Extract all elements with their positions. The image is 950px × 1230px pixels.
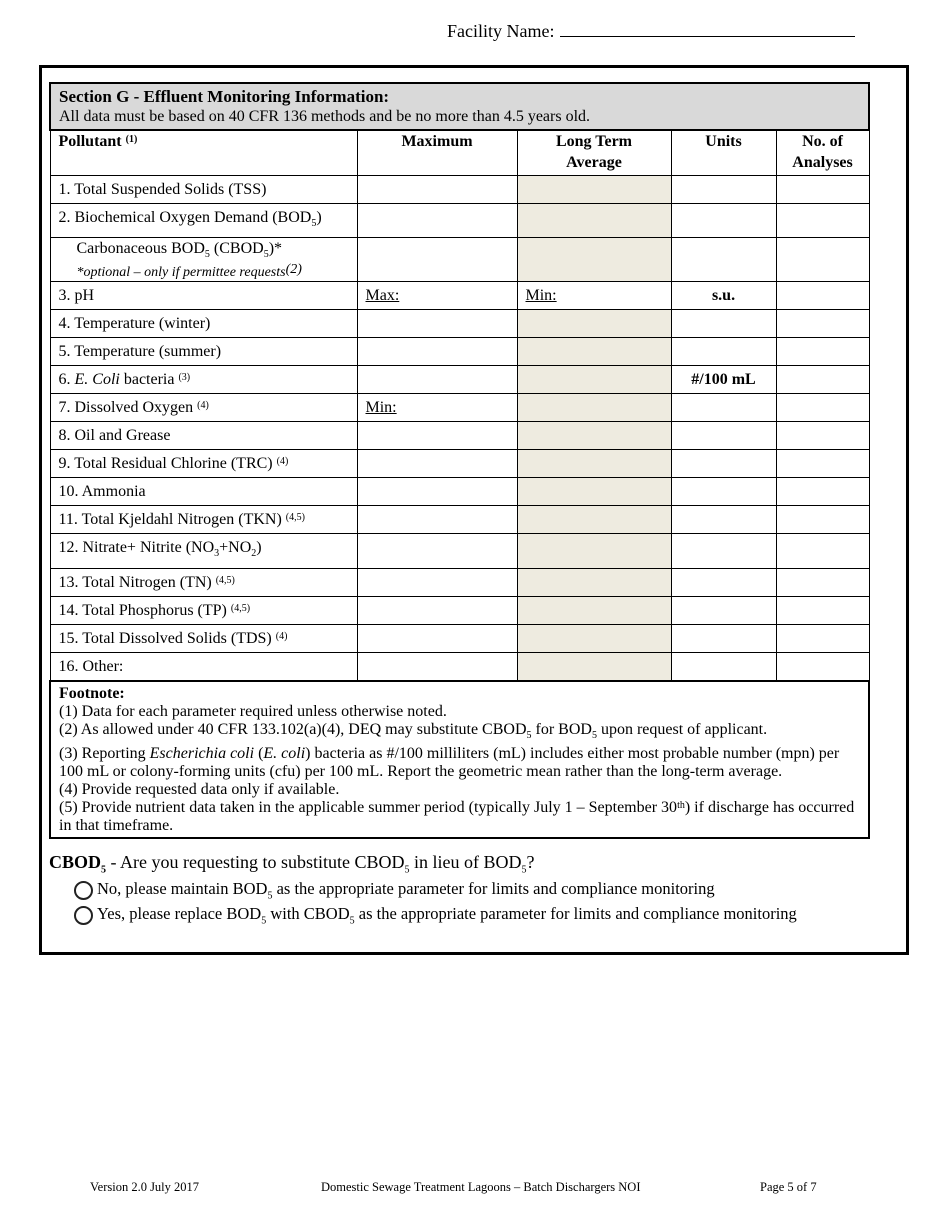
lta-cell[interactable] (517, 624, 671, 652)
table-row (50, 596, 869, 624)
footnote-1: (1) Data for each parameter required unless otherwise noted. (59, 702, 447, 720)
maximum-cell[interactable] (357, 568, 517, 596)
maximum-cell[interactable] (357, 422, 517, 450)
analyses-cell[interactable] (776, 238, 869, 282)
col-maximum: Maximum (357, 130, 517, 176)
units-cell[interactable] (671, 394, 776, 422)
column-header-row (50, 130, 869, 176)
analyses-cell[interactable] (776, 624, 869, 652)
table-row (50, 310, 869, 338)
cbod-question: $CBOD_5$ - Are you requesting to substitute $CBOD_5$ in lieu of $BOD_5$? (49, 852, 535, 876)
table-row (50, 422, 869, 450)
maximum-cell[interactable] (357, 478, 517, 506)
analyses-cell[interactable] (776, 310, 869, 338)
pollutant-label: 1. Total Suspended Solids (TSS) (50, 176, 357, 204)
option-yes-replace-with-cbod5[interactable] (74, 904, 797, 926)
col-no-of-analyses: No. of Analyses (776, 130, 869, 176)
maximum-cell[interactable] (357, 596, 517, 624)
table-row (50, 506, 869, 534)
units-cell: s.u. (671, 282, 776, 310)
units-cell[interactable] (671, 478, 776, 506)
table-row (50, 238, 869, 282)
col-units: Units (671, 130, 776, 176)
lta-cell[interactable] (517, 652, 671, 681)
pollutant-label: 3. pH (50, 282, 357, 310)
table-row (50, 568, 869, 596)
maximum-cell[interactable] (357, 366, 517, 394)
pollutant-label: 5. Temperature (summer) (50, 338, 357, 366)
section-title: Section G - Effluent Monitoring Information: (59, 87, 390, 106)
table-row (50, 394, 869, 422)
units-cell[interactable] (671, 176, 776, 204)
facility-name-input[interactable] (560, 20, 855, 37)
lta-cell[interactable] (517, 310, 671, 338)
analyses-cell[interactable] (776, 338, 869, 366)
analyses-cell[interactable] (776, 204, 869, 238)
table-row (50, 204, 869, 238)
analyses-cell[interactable] (776, 282, 869, 310)
units-cell[interactable] (671, 238, 776, 282)
footer-doc-title: Domestic Sewage Treatment Lagoons – Batch Dischargers NOI (321, 1180, 641, 1194)
pollutant-label: 2. Biochemical Oxygen Demand $(BOD_5)$ (50, 204, 357, 238)
analyses-cell[interactable] (776, 534, 869, 568)
pollutant-label: 8. Oil and Grease (50, 422, 357, 450)
section-subtitle: All data must be based on 40 CFR 136 methods and be no more than 4.5 years old. (59, 108, 591, 125)
table-row (50, 624, 869, 652)
maximum-cell[interactable] (357, 624, 517, 652)
maximum-cell[interactable] (357, 204, 517, 238)
units-cell[interactable] (671, 204, 776, 238)
table-row (50, 282, 869, 310)
pollutant-label: Carbonaceous $BOD_5$ $(CBOD_5)*$ *optional – only if permittee requests$^{(2)}$ (50, 238, 357, 282)
option-no-label: No, please maintain $BOD_5$ as the appropriate parameter for limits and compliance monitoring (97, 879, 715, 902)
lta-cell[interactable] (517, 338, 671, 366)
lta-cell[interactable] (517, 394, 671, 422)
pollutant-label: 9. Total Residual Chlorine (TRC) $^{(4)}$ (50, 450, 357, 478)
maximum-cell[interactable] (357, 176, 517, 204)
units-cell[interactable] (671, 568, 776, 596)
maximum-cell[interactable] (357, 238, 517, 282)
pollutant-label: 14. Total Phosphorus (TP) $^{(4,5)}$ (50, 596, 357, 624)
units-cell[interactable] (671, 450, 776, 478)
pollutant-label: 11. Total Kjeldahl Nitrogen (TKN) $^{(4,5)}$ (50, 506, 357, 534)
lta-cell[interactable] (517, 506, 671, 534)
table-row (50, 478, 869, 506)
units-cell[interactable] (671, 624, 776, 652)
effluent-monitoring-table (49, 82, 870, 839)
pollutant-label: 4. Temperature (winter) (50, 310, 357, 338)
facility-name-label: Facility Name: (447, 21, 555, 41)
analyses-cell[interactable] (776, 506, 869, 534)
lta-cell[interactable] (517, 204, 671, 238)
maximum-cell[interactable] (357, 506, 517, 534)
units-cell[interactable] (671, 534, 776, 568)
section-header (50, 83, 869, 130)
units-cell[interactable] (671, 596, 776, 624)
facility-name-field (447, 20, 855, 42)
maximum-cell[interactable] (357, 310, 517, 338)
footnote-block (50, 681, 869, 838)
table-row (50, 450, 869, 478)
footnote-2: (2) As allowed under 40 CFR 133.102(a)(4), DEQ may substitute $CBOD_5$ for $BOD_5$ upon request of applicant. (59, 720, 768, 741)
lta-cell[interactable] (517, 478, 671, 506)
pollutant-label: 13. Total Nitrogen (TN) $^{(4,5)}$ (50, 568, 357, 596)
analyses-cell[interactable] (776, 596, 869, 624)
option-yes-label: Yes, please replace $BOD_5$ with $CBOD_5$ as the appropriate parameter for limits and compliance monitoring (97, 904, 797, 927)
units-cell[interactable] (671, 310, 776, 338)
analyses-cell[interactable] (776, 568, 869, 596)
footnote-title: Footnote: (59, 684, 125, 702)
table-row (50, 652, 869, 681)
option-no-maintain-bod5[interactable] (74, 879, 715, 901)
maximum-cell[interactable] (357, 652, 517, 681)
lta-cell[interactable] (517, 534, 671, 568)
pollutant-label: 10. Ammonia (50, 478, 357, 506)
analyses-cell[interactable] (776, 366, 869, 394)
analyses-cell[interactable] (776, 450, 869, 478)
lta-cell[interactable] (517, 176, 671, 204)
units-cell[interactable] (671, 338, 776, 366)
analyses-cell[interactable] (776, 422, 869, 450)
lta-cell[interactable] (517, 450, 671, 478)
radio-yes[interactable] (74, 906, 93, 925)
lta-cell[interactable] (517, 568, 671, 596)
units-cell[interactable] (671, 422, 776, 450)
table-row (50, 176, 869, 204)
pollutant-label: 7. Dissolved Oxygen $^{(4)}$ (50, 394, 357, 422)
units-cell: #/100 mL (671, 366, 776, 394)
analyses-cell[interactable] (776, 394, 869, 422)
maximum-cell[interactable] (357, 534, 517, 568)
table-row (50, 338, 869, 366)
footnote-3: (3) Reporting Escherichia coli (E. coli) bacteria as #/100 milliliters (mL) includes either most probable number (mpn) per 100 mL or colony-forming units (cfu) per 100 mL. Report the geometric mean rather than the long-term average. (59, 744, 840, 780)
lta-cell[interactable] (517, 366, 671, 394)
units-cell[interactable] (671, 506, 776, 534)
lta-cell[interactable]: Min: (517, 282, 671, 310)
lta-cell[interactable] (517, 596, 671, 624)
pollutant-label: 12. Nitrate+ Nitrite $(NO_3+NO_2)$ (50, 534, 357, 568)
units-cell[interactable] (671, 652, 776, 681)
table-row (50, 366, 869, 394)
analyses-cell[interactable] (776, 478, 869, 506)
cbod-question-label: $CBOD_5$ (49, 852, 107, 876)
maximum-cell[interactable]: Min: (357, 394, 517, 422)
lta-cell[interactable] (517, 422, 671, 450)
analyses-cell[interactable] (776, 176, 869, 204)
footnote-4: (4) Provide requested data only if available. (59, 780, 340, 798)
footer-page-number: Page 5 of 7 (760, 1180, 817, 1194)
pollutant-label: 16. Other: (50, 652, 357, 681)
col-pollutant: Pollutant $^{(1)}$ (50, 130, 357, 176)
pollutant-label: 15. Total Dissolved Solids (TDS) $^{(4)}$ (50, 624, 357, 652)
table-row (50, 534, 869, 568)
col-long-term-average: Long Term Average (517, 130, 671, 176)
radio-no[interactable] (74, 881, 93, 900)
footnote-5: (5) Provide nutrient data taken in the applicable summer period (typically July 1 – September 30th) if discharge has occurred in that timeframe. (59, 798, 855, 834)
pollutant-label: 6. E. Coli bacteria $^{(3)}$ (50, 366, 357, 394)
maximum-cell[interactable] (357, 338, 517, 366)
analyses-cell[interactable] (776, 652, 869, 681)
lta-cell[interactable] (517, 238, 671, 282)
maximum-cell[interactable] (357, 450, 517, 478)
maximum-cell[interactable]: Max: (357, 282, 517, 310)
footer-version: Version 2.0 July 2017 (90, 1180, 200, 1194)
